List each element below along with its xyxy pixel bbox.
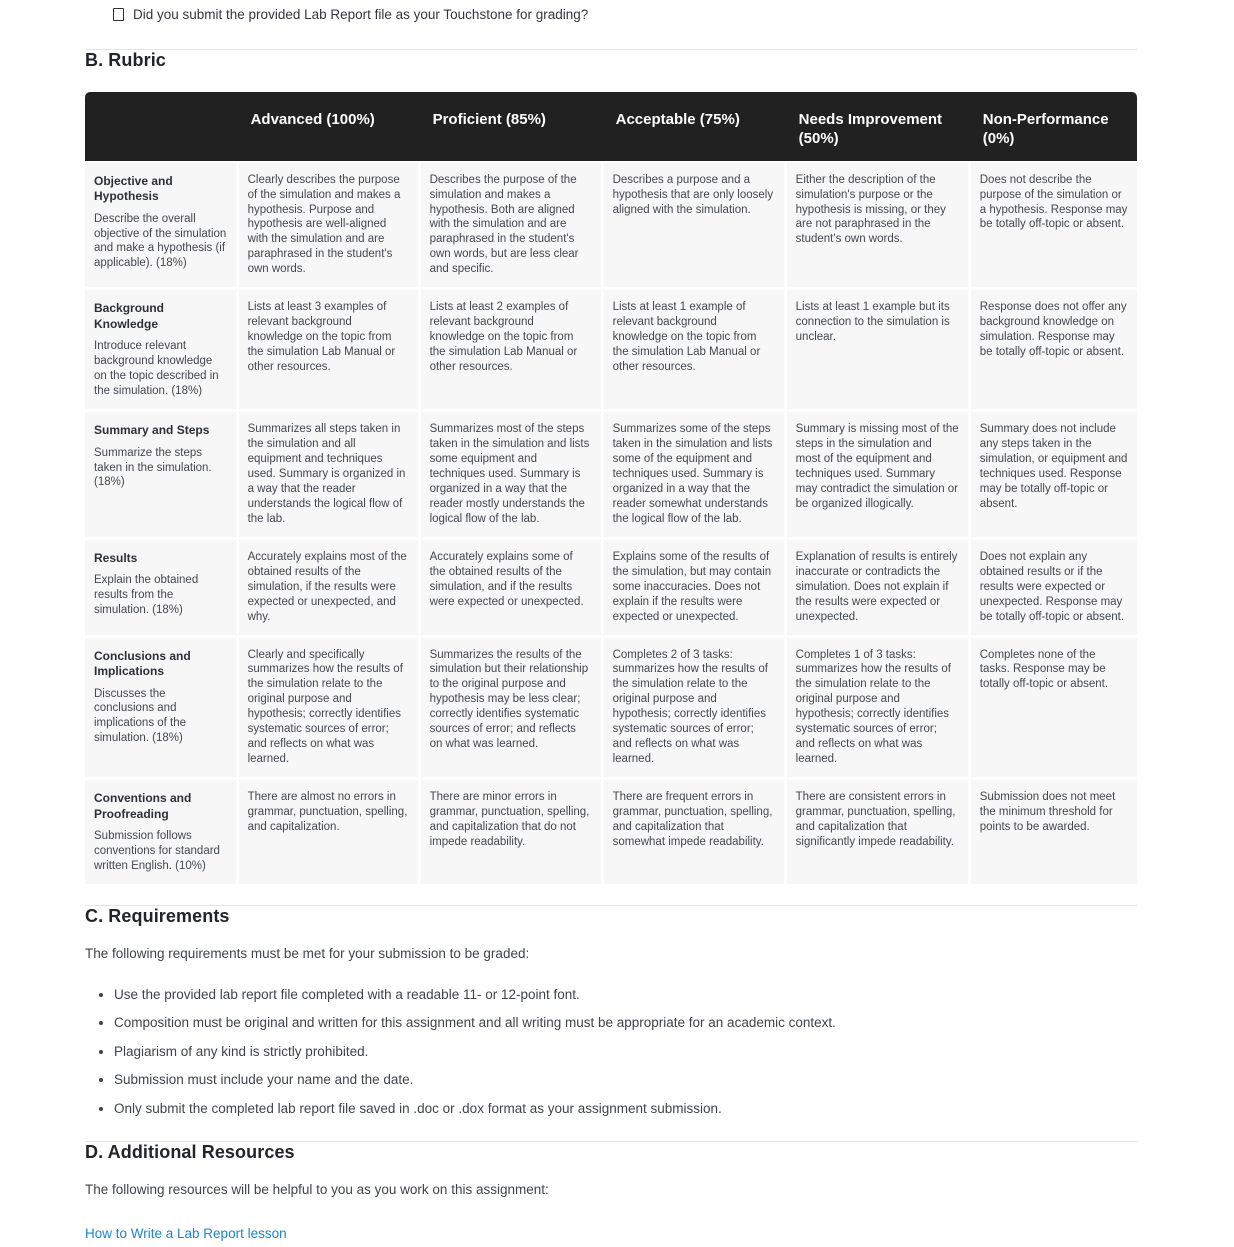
requirements-list: [85, 986, 1137, 1118]
rubric-header-proficient: Proficient (85%): [421, 92, 604, 163]
rubric-cell-advanced: Clearly describes the purpose of the simulation and makes a hypothesis. Purpose and hypothesis are well-aligned with the simulation and are paraphrased in the student's own words.: [239, 163, 421, 291]
requirement-item: • Only submit the completed lab report file saved in .doc or .dox format as your assignment submission.: [114, 1100, 1137, 1118]
rubric-cell-needs-improvement: There are consistent errors in grammar, punctuation, spelling, and capitalization that significantly impede readability.: [787, 780, 971, 887]
rubric-cell-proficient: Lists at least 2 examples of relevant background knowledge on the topic from the simulation Lab Manual or other resources.: [421, 290, 604, 412]
rubric-cell-acceptable: Describes a purpose and a hypothesis that are only loosely aligned with the simulation.: [604, 163, 787, 291]
criterion-cell: [85, 540, 239, 638]
rubric-cell-non-performance: Does not describe the purpose of the simulation or a hypothesis. Response may be totally off-topic or absent.: [971, 163, 1137, 291]
rubric-section-heading: B. Rubric: [85, 49, 166, 70]
criterion-title: Conventions and Proofreading: [94, 791, 192, 821]
criterion-cell: [85, 780, 239, 887]
rubric-cell-needs-improvement: Either the description of the simulation's purpose or the hypothesis is missing, or they are not paraphrased in the student's own words.: [787, 163, 971, 291]
rubric-header-advanced: Advanced (100%): [239, 92, 421, 163]
requirement-item: • Plagiarism of any kind is strictly prohibited.: [114, 1043, 1137, 1061]
rubric-cell-acceptable: Lists at least 1 example of relevant background knowledge on the topic from the simulation Lab Manual or other resources.: [604, 290, 787, 412]
rubric-cell-proficient: Summarizes most of the steps taken in the simulation and lists some equipment and techniques used. Summary is organized in a way that the reader mostly understands the logical flow of the lab.: [421, 412, 604, 540]
rubric-cell-advanced: Accurately explains most of the obtained results of the simulation, if the results were expected or unexpected, and why.: [239, 540, 421, 638]
rubric-row-conventions-and-proofreading: [85, 780, 1137, 887]
criterion-title: Background Knowledge: [94, 301, 165, 331]
rubric-cell-proficient: There are minor errors in grammar, punctuation, spelling, and capitalization that do not impede readability.: [421, 780, 604, 887]
criterion-title: Results: [94, 550, 138, 565]
requirement-item: • Composition must be original and written for this assignment and all writing must be appropriate for an academic context.: [114, 1014, 1137, 1032]
rubric-row-background-knowledge: [85, 290, 1137, 412]
criterion-cell: [85, 290, 239, 412]
requirement-item: • Submission must include your name and the date.: [114, 1071, 1137, 1089]
rubric-cell-non-performance: Completes none of the tasks. Response may be totally off-topic or absent.: [971, 638, 1137, 781]
rubric-cell-advanced: There are almost no errors in grammar, punctuation, spelling, and capitalization.: [239, 780, 421, 887]
resources-section-heading: D. Additional Resources: [85, 1142, 295, 1163]
rubric-header-non-performance: Non-Performance (0%): [971, 92, 1137, 163]
requirements-section-heading: C. Requirements: [85, 906, 230, 927]
rubric-header-empty: [85, 92, 239, 163]
rubric-header-row: [85, 92, 1137, 163]
rubric-cell-advanced: Lists at least 3 examples of relevant background knowledge on the topic from the simulation Lab Manual or other resources.: [239, 290, 421, 412]
rubric-row-summary-and-steps: [85, 412, 1137, 540]
rubric-cell-acceptable: Summarizes some of the steps taken in the simulation and lists some of the equipment and techniques used. Summary is organized in a way that the reader somewhat understands the logical flow of the lab.: [604, 412, 787, 540]
checklist-item-label: Did you submit the provided Lab Report file as your Touchstone for grading?: [133, 7, 589, 22]
rubric-cell-non-performance: Submission does not meet the minimum threshold for points to be awarded.: [971, 780, 1137, 887]
criterion-cell: [85, 412, 239, 540]
rubric-cell-advanced: Summarizes all steps taken in the simulation and all equipment and techniques used. Summary is organized in a way that the reader understands the logical flow of the lab.: [239, 412, 421, 540]
checkbox-icon[interactable]: [113, 8, 124, 21]
rubric-row-objective-and-hypothesis: [85, 163, 1137, 291]
rubric-cell-needs-improvement: Summary is missing most of the steps in the simulation and most of the equipment and techniques used. Summary may contradict the simulation or be organized illogically.: [787, 412, 971, 540]
criterion-description: Describe the overall objective of the simulation and make a hypothesis (if applicable). (18%): [94, 212, 227, 269]
criterion-description: Explain the obtained results from the simulation. (18%): [94, 574, 199, 616]
resources-intro: The following resources will be helpful to you as you work on this assignment:: [85, 1181, 549, 1197]
rubric-cell-needs-improvement: Completes 1 of 3 tasks: summarizes how the results of the simulation relate to the original purpose and hypothesis; correctly identifies systematic sources of error; and reflects on what was learned.: [787, 638, 971, 781]
criterion-title: Objective and Hypothesis: [94, 173, 173, 204]
lab-report-lesson-link[interactable]: How to Write a Lab Report lesson: [85, 1226, 287, 1242]
rubric-cell-non-performance: Response does not offer any background knowledge on simulation. Response may be totally off-topic or absent.: [971, 290, 1137, 412]
rubric-header-needs-improvement: Needs Improvement (50%): [787, 92, 971, 163]
rubric-header-acceptable: Acceptable (75%): [604, 92, 787, 163]
requirement-item: • Use the provided lab report file completed with a readable 11- or 12-point font.: [114, 986, 1137, 1004]
rubric-cell-proficient: Summarizes the results of the simulation but their relationship to the original purpose and hypothesis may be less clear; correctly identifies systematic sources of error; and reflects on what was learned.: [421, 638, 604, 781]
rubric-table: [85, 92, 1137, 887]
criterion-title: Conclusions and Implications: [94, 648, 191, 679]
page-content: [85, 6, 1137, 1247]
rubric-cell-non-performance: Does not explain any obtained results or if the results were expected or unexpected. Response may be totally off-topic or absent.: [971, 540, 1137, 638]
rubric-cell-proficient: Describes the purpose of the simulation and makes a hypothesis. Both are aligned with the simulation and are paraphrased in the student's own words, but are less clear and specific.: [421, 163, 604, 291]
requirements-intro: The following requirements must be met for your submission to be graded:: [85, 945, 530, 961]
rubric-cell-advanced: Clearly and specifically summarizes how the results of the simulation relate to the original purpose and hypothesis; correctly identifies systematic sources of error; and reflects on what was learned.: [239, 638, 421, 781]
rubric-cell-needs-improvement: Lists at least 1 example but its connection to the simulation is unclear.: [787, 290, 971, 412]
checklist-item: [113, 6, 1137, 24]
criterion-description: Discusses the conclusions and implications of the simulation. (18%): [94, 687, 187, 744]
criterion-cell: [85, 638, 239, 781]
rubric-cell-non-performance: Summary does not include any steps taken in the simulation, or equipment and techniques used. Response may be totally off-topic or absent.: [971, 412, 1137, 540]
criterion-description: Submission follows conventions for standard written English. (10%): [94, 830, 220, 872]
rubric-cell-acceptable: Explains some of the results of the simulation, but may contain some inaccuracies. Does not explain if the results were expected or unexpected.: [604, 540, 787, 638]
criterion-cell: [85, 163, 239, 291]
rubric-cell-needs-improvement: Explanation of results is entirely inaccurate or contradicts the simulation. Does not explain if the results were expected or unexpected.: [787, 540, 971, 638]
rubric-cell-proficient: Accurately explains some of the obtained results of the simulation, and if the results were expected or unexpected.: [421, 540, 604, 638]
criterion-description: Introduce relevant background knowledge on the topic described in the simulation. (18%): [94, 340, 219, 397]
rubric-cell-acceptable: Completes 2 of 3 tasks: summarizes how the results of the simulation relate to the original purpose and hypothesis; correctly identifies systematic sources of error; and reflects on what was learned.: [604, 638, 787, 781]
criterion-title: Summary and Steps: [94, 423, 210, 438]
criterion-description: Summarize the steps taken in the simulation. (18%): [94, 446, 212, 489]
rubric-row-conclusions-and-implications: [85, 638, 1137, 781]
rubric-cell-acceptable: There are frequent errors in grammar, punctuation, spelling, and capitalization that somewhat impede readability.: [604, 780, 787, 887]
rubric-row-results: [85, 540, 1137, 638]
